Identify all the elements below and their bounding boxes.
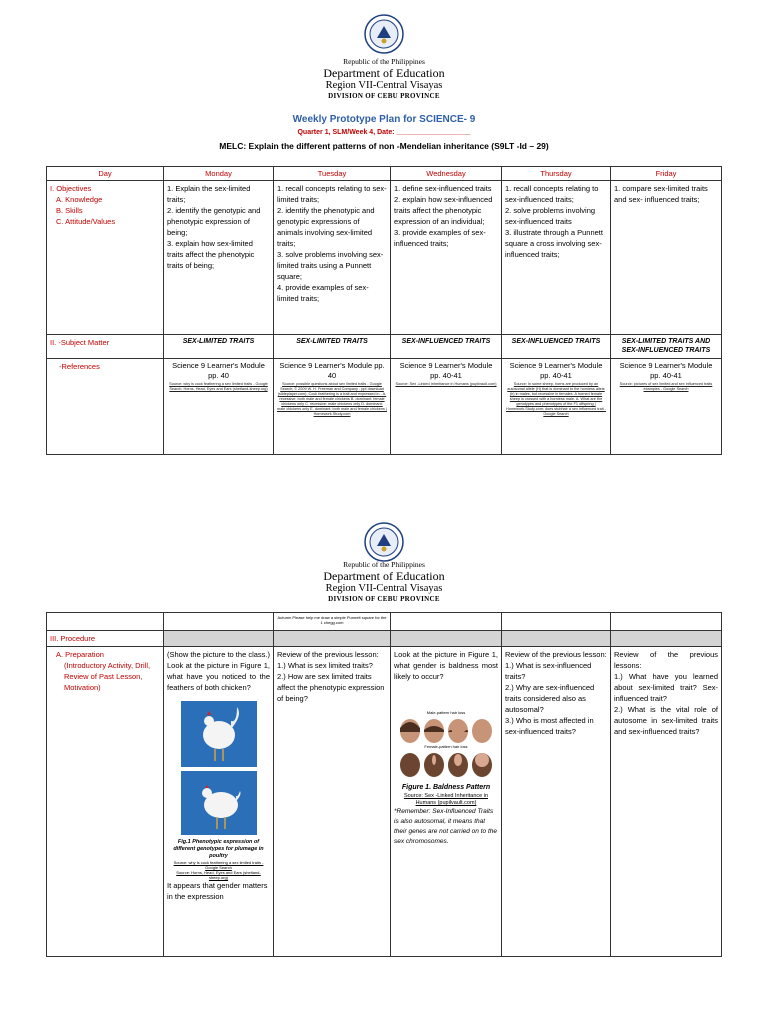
source-link[interactable]: Source: pictures of sex limited and sex influenced traits examples - Google Search — [619, 382, 713, 391]
deped-seal-icon — [364, 14, 404, 54]
preparation-thursday: Review of the previous lesson: 1.) What is sex-influenced traits? 2.) Why are sex-influenced traits considered also as autosomal? 3.) Who is most affected in sex-influenced traits? — [502, 647, 611, 957]
objectives-row — [47, 181, 722, 335]
references-thursday: Science 9 Learner's Module pp. 40-41 Source: In some sheep, horns are produced by an autosomal allele (H) that is dominant to the hornless allele (h) in males, but recessive in females. A horned female sheep is crossed with a hornless male. A. What are the genotypes and phenotypes of the F1 offspring | Homework.Study.com; does stubhair a sex influenced trait - Google Search — [502, 359, 611, 455]
source-link[interactable]: Source: why is cock feathering a sex limited traits - Google Search; Horns, Head, Eyes and Ears (shetland-sheep.org) — [169, 382, 268, 391]
references-wednesday: Science 9 Learner's Module pp. 40-41 Source: Sex -Linked Inheritance in Humans (pupilvault.com) — [391, 359, 502, 455]
male-pattern-label: Male-pattern hair loss — [426, 710, 466, 715]
rooster-image — [181, 701, 257, 767]
republic-line: Republic of the Philippines — [343, 57, 425, 66]
friday-header: Friday — [611, 167, 722, 181]
source-link[interactable]: Source: Sex -Linked Inheritance in Humans (pupilvault.com) — [403, 793, 489, 806]
preparation-wednesday: Look at the picture in Figure 1, what gender is baldness most likely to occur? Male-pattern hair loss Female-pattern hair loss Figure 1. Baldness Pattern Source: Sex -Linked Inheritance in Humans (pupilvault.com) *Remember: Sex-Influenced Traits is also autosomal, it means that their genes are not carried on to the sex chromosomes. — [391, 647, 502, 957]
preparation-label-cell — [47, 647, 164, 957]
division-line: DIVISION OF CEBU PROVINCE — [328, 92, 440, 100]
department-line: Department of Education — [323, 66, 445, 80]
objectives-label-cell — [47, 181, 164, 335]
male-baldness-image — [396, 716, 496, 744]
references-monday: Science 9 Learner's Module pp. 40 Source: why is cock feathering a sex limited traits - Google Search; Horns, Head, Eyes and Ears (shetland-sheep.org) — [164, 359, 274, 455]
objective-knowledge: A. Knowledge — [56, 195, 103, 204]
melc-line: MELC: Explain the different patterns of non -Mendelian inheritance (S9LT -Id – 29) — [219, 141, 549, 151]
subject-wednesday: SEX-INFLUENCED TRAITS — [391, 335, 502, 359]
references-row — [47, 359, 722, 455]
objective-skills: B. Skills — [56, 206, 83, 215]
female-pattern-label: Female-pattern hair loss — [424, 744, 468, 749]
continued-row — [47, 613, 722, 631]
source-link[interactable]: Source: In some sheep, horns are produced by an autosomal allele (H) that is dominant to the hornless allele (h) in males, but recessive in females. A horned female sheep is crossed with a hornless male. A. What are the genotypes and phenotypes of the F1 offspring | Homework.Study.com; does stubhair a sex influenced trait - Google Search — [506, 382, 606, 416]
monday-header: Monday — [164, 167, 274, 181]
day-header-row — [47, 167, 722, 181]
region-line: Region VII-Central Visayas — [325, 80, 443, 91]
subject-row — [47, 335, 722, 359]
figure-1-baldness-caption: Figure 1. Baldness Pattern — [401, 784, 491, 791]
subject-thursday: SEX-INFLUENCED TRAITS — [502, 335, 611, 359]
objective-attitude: C. Attitude/Values — [56, 217, 116, 226]
wednesday-header: Wednesday — [391, 167, 502, 181]
plan-title: Weekly Prototype Plan for SCIENCE- 9 — [292, 114, 476, 125]
preparation-sub: (Introductory Activity, Drill, Review of Past Lesson, Motivation) — [64, 661, 151, 692]
objectives-label: I. Objectives — [50, 184, 92, 193]
page1-header — [0, 57, 768, 101]
subject-label: II. -Subject Matter — [47, 335, 164, 359]
references-label: -References — [47, 359, 164, 455]
remember-note: *Remember: Sex-Influenced Traits is also autosomal, it means that their genes are not carried on to the sex chromosomes. — [394, 808, 497, 845]
continued-source: Autumn Please help me draw a simple Punnett square for the 1 chegg.com — [274, 613, 391, 631]
objectives-monday: 1. Explain the sex-limited traits; 2. identify the genotypic and phenotypic expression of being; 3. explain how sex-limited traits affect the phenotypic traits of being; — [164, 181, 274, 335]
objectives-thursday: 1. recall concepts relating to sex-influenced traits; 2. solve problems involving sex-influenced traits 3. illustrate through a Punnett square a cross involving sex- influenced traits; — [502, 181, 611, 335]
objectives-tuesday: 1. recall concepts relating to sex-limited traits; 2. identify the phenotypic and genotypic expressions of animals involving sex-limited traits; 3. solve problems involving sex-limited traits using a Punnett square; 4. provide examples of sex-limited traits; — [274, 181, 391, 335]
procedure-header-row — [47, 631, 722, 647]
figure-1-caption: Fig.1 Phenotypic expression of different genotypes for plumage in poultry — [173, 839, 264, 859]
quarter-line: Quarter 1, SLM/Week 4, Date: ___________________ — [297, 129, 471, 136]
references-tuesday: Science 9 Learner's Module pp. 40 Source: possible questions about sex limited traits - Google Search; © 2009 W. H. Freeman and Company - ppt download (slideplayer.com); Cock feathering is a trait and expressed in - A. recessive: both male and female chickens B. dominant: female chickens only C. recessive: male chickens only D. dominant: male chickens only E. dominant: both male and female chickens | Homework.Study.com — [274, 359, 391, 455]
preparation-monday: (Show the picture to the class.) Look at the picture in Figure 1, what have you noticed to the feathers of both chicken? Fig.1 Phenotypic expression of different genotypes for plumage in poultry Source: why is cock feathering a sex limited traits - Google Search Source: Horns, Head, Eyes and Ears (shetland-sheep.org) It appears that gender matters in the expression — [164, 647, 274, 957]
hen-image — [181, 771, 257, 835]
source-link[interactable]: Source: Sex -Linked Inheritance in Humans (pupilvault.com) — [395, 382, 497, 386]
preparation-label: A. Preparation — [56, 650, 104, 659]
source-link[interactable]: Source: why is cock feathering a sex limited traits - Google Search — [173, 860, 264, 870]
monday-after-text: It appears that gender matters in the expression — [167, 881, 268, 901]
subject-monday: SEX-LIMITED TRAITS — [164, 335, 274, 359]
subject-friday: SEX-LIMITED TRAITS AND SEX-INFLUENCED TRAITS — [611, 335, 722, 359]
subject-tuesday: SEX-LIMITED TRAITS — [274, 335, 391, 359]
source-link[interactable]: Source: Horns, Head, Eyes and Ears (shetland-sheep.org) — [176, 870, 261, 880]
tuesday-header: Tuesday — [274, 167, 391, 181]
thursday-header: Thursday — [502, 167, 611, 181]
female-baldness-image — [396, 750, 496, 778]
procedure-table — [46, 612, 722, 957]
page2-header: Republic of the Philippines Department of Education Region VII-Central Visayas DIVISION OF CEBU PROVINCE — [323, 560, 445, 603]
weekly-plan-table — [46, 166, 722, 455]
day-header: Day — [47, 167, 164, 181]
preparation-tuesday: Review of the previous lesson: 1.) What is sex limited traits? 2.) How are sex limited traits affect the phenotypic expression of being? — [274, 647, 391, 957]
source-link[interactable]: Source: possible questions about sex limited traits - Google Search; © 2009 W. H. Freeman and Company - ppt download (slideplayer.com); Cock feathering is a trait and expressed in - A. recessive: both male and female chickens B. dominant: female chickens only C. recessive: male chickens only D. dominant: male chickens only E. dominant: both male and female chickens | Homework.Study.com — [277, 382, 387, 416]
preparation-friday: Review of the previous lessons: 1.) What have you learned about sex-limited trait? Sex- influenced trait? 2.) What is the vital role of autosome in sex-limited traits and sex-influenced traits? — [611, 647, 722, 957]
references-friday: Science 9 Learner's Module pp. 40-41 Source: pictures of sex limited and sex influenced traits examples - Google Search — [611, 359, 722, 455]
procedure-label: III. Procedure — [47, 631, 164, 647]
objectives-wednesday: 1. define sex-influenced traits 2. explain how sex-influenced traits affect the phenotypic expression of an individual; 3. provide examples of sex-influenced traits; — [391, 181, 502, 335]
objectives-friday: 1. compare sex-limited traits and sex- influenced traits; — [611, 181, 722, 335]
preparation-row — [47, 647, 722, 957]
deped-seal-icon — [364, 522, 404, 562]
